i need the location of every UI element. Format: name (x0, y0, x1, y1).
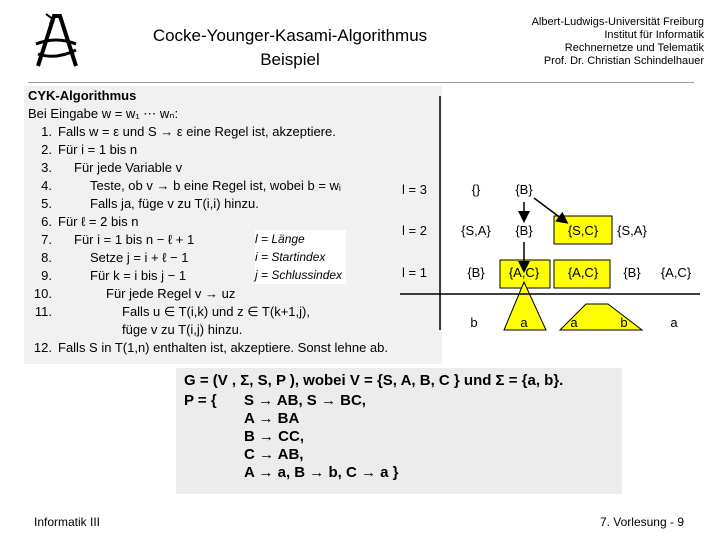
row-label: l = 3 (402, 182, 427, 197)
dependency-arrow (534, 198, 566, 222)
table-cell: {B} (623, 265, 641, 280)
legend-item: j = Schlussindex (255, 268, 343, 282)
algorithm-step: 8. Setze j = i + ℓ − 1 (41, 250, 189, 265)
algorithm-step: füge v zu T(i,j) hinzu. (122, 322, 243, 337)
table-cell: {A,C} (508, 265, 540, 280)
slide-title (100, 24, 480, 72)
algorithm-box (24, 86, 442, 364)
table-cell: {B} (515, 182, 533, 197)
legend-item: i = Startindex (255, 250, 326, 264)
grammar-box (176, 368, 622, 494)
productions-label: P = { (184, 392, 217, 409)
input-symbol: a (670, 315, 678, 330)
algorithm-step: 5. Falls ja, füge v zu T(i,i) hinzu. (41, 196, 259, 211)
input-symbol: a (520, 315, 528, 330)
table-cell: {S,A} (461, 223, 491, 238)
algorithm-step: 9. Für k = i bis j − 1 (41, 268, 187, 283)
institution-block (490, 16, 704, 68)
algorithm-step: 1. Falls w = ε und S → ε eine Regel ist, akzeptiere. (41, 124, 336, 139)
cyk-table (396, 94, 702, 348)
institution-line: Prof. Dr. Christian Schindelhauer (543, 55, 704, 67)
production-rule: A → a, B → b, C → a } (244, 464, 399, 481)
algorithm-step: 11. Falls u ∈ T(i,k) und z ∈ T(k+1,j), (34, 304, 310, 319)
production-rule: B → CC, (244, 428, 304, 445)
production-rule: S → AB, S → BC, (244, 392, 366, 409)
algorithm-intro: Bei Eingabe w = w₁ ⋯ wₙ: (28, 106, 179, 121)
algorithm-step: 2. Für i = 1 bis n (41, 142, 138, 157)
algorithm-title: CYK-Algorithmus (28, 88, 137, 103)
algorithm-step: 10. Für jede Regel v → uz (33, 286, 236, 301)
row-label: l = 2 (402, 223, 427, 238)
institution-line: Institut für Informatik (604, 29, 704, 41)
grammar-definition: G = (V , Σ, S, P ), wobei V = {S, A, B, C } und Σ = {a, b}. (184, 372, 564, 389)
algorithm-step: 7. Für i = 1 bis n − ℓ + 1 (41, 232, 195, 247)
production-rule: C → AB, (244, 446, 304, 463)
input-symbol: a (570, 315, 578, 330)
header-divider (28, 82, 694, 83)
title-line-1: Cocke-Younger-Kasami-Algorithmus (152, 26, 428, 45)
legend-item: l = Länge (255, 232, 305, 246)
algorithm-step: 12. Falls S in T(1,n) enthalten ist, akzeptiere. Sonst lehne ab. (33, 340, 388, 355)
lecture-page-number: 7. Vorlesung - 9 (599, 515, 684, 529)
course-name: Informatik III (34, 515, 101, 529)
table-cell: {A,C} (660, 265, 692, 280)
title-line-2: Beispiel (260, 50, 320, 69)
table-cell: {S,C} (567, 223, 599, 238)
table-cell: {A,C} (567, 265, 599, 280)
table-cell: {B} (515, 223, 533, 238)
index-legend (255, 230, 346, 284)
institution-line: Rechnernetze und Telematik (564, 42, 704, 54)
production-rule: A → BA (244, 410, 300, 427)
algorithm-step: 4. Teste, ob v → b eine Regel ist, wobei b = wᵢ (41, 178, 341, 193)
input-symbol: b (470, 315, 478, 330)
table-cell: {} (471, 182, 481, 197)
algorithm-step: 3. Für jede Variable v (41, 160, 183, 175)
institution-line: Albert-Ludwigs-Universität Freiburg (531, 16, 704, 28)
input-symbol: b (620, 315, 628, 330)
table-cell: {B} (467, 265, 485, 280)
row-label: l = 1 (402, 265, 427, 280)
table-cell: {S,A} (617, 223, 647, 238)
algorithm-step: 6. Für ℓ = 2 bis n (41, 214, 139, 229)
university-logo (30, 10, 82, 70)
